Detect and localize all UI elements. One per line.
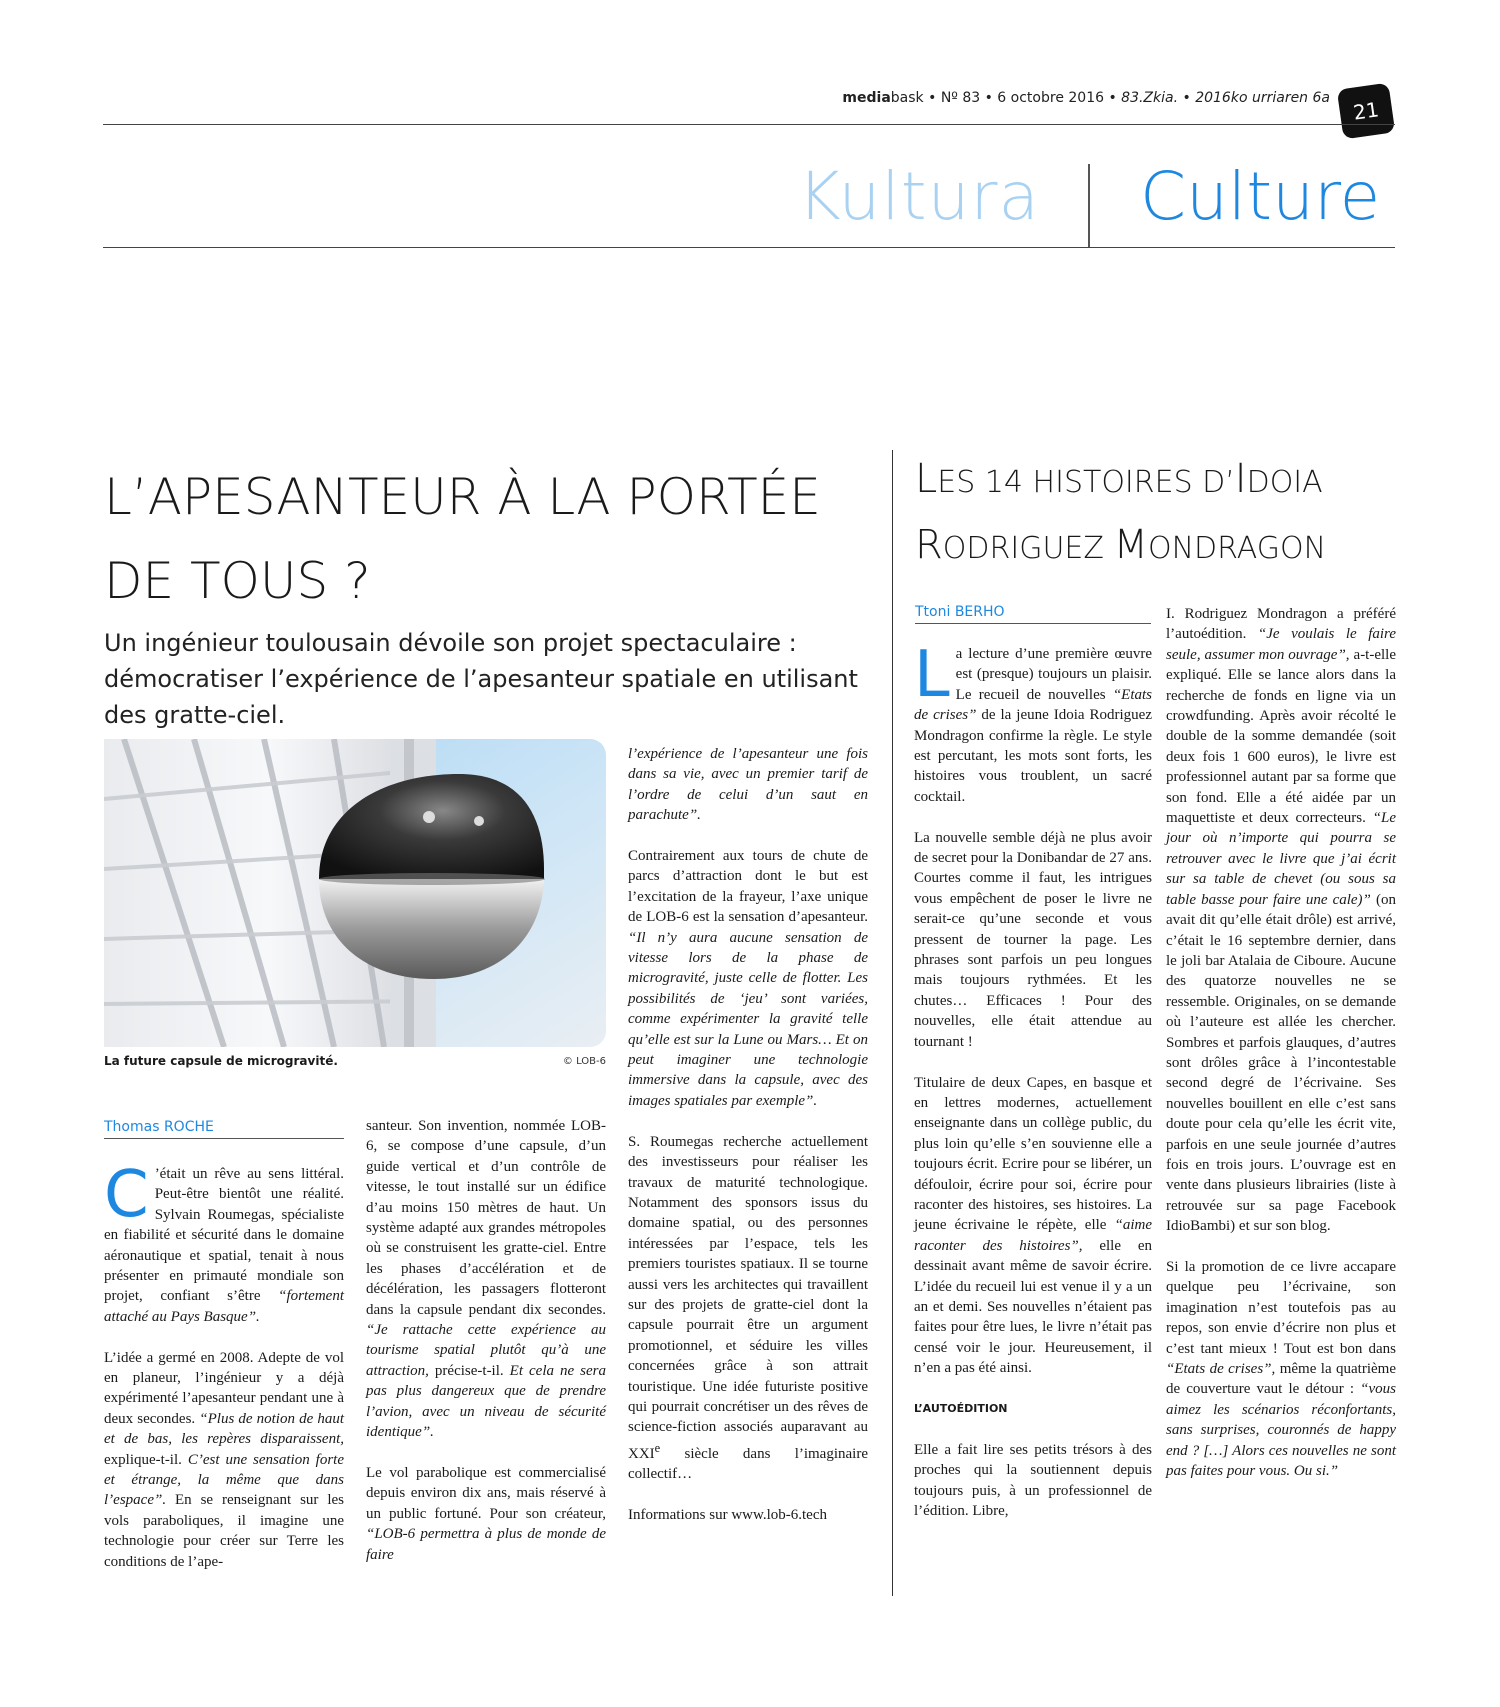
text: ODRIGUEZ	[942, 531, 1114, 566]
quote: “Je rattache cette expérience au tourisme spatial plutôt qu’à une attraction,	[366, 1322, 606, 1379]
text: Le vol parabolique est commercialisé depuis environ dix ans, mais réservé à un public fortuné. Pour son créateur,	[366, 1464, 606, 1522]
capsule-illustration	[104, 739, 606, 1047]
quote: “Le jour où n’importe qui pourra se retrouver avec le livre que j’ai écrit sur sa table de chevet (ou sous sa table basse pour faire une cale)”	[1166, 810, 1396, 908]
text: En se renseignant sur les vols paraboliques, il imagine une technologie pour créer sur Terre les conditions de l’ape-	[104, 1492, 344, 1570]
headline-line	[915, 448, 1395, 514]
header-rule	[103, 124, 1395, 125]
text: Contrairement aux tours de chute de parcs d’attraction dont le but est l’excitation de la frayeur, l’axe unique de LOB-6 est la sensation d’apesanteur.	[628, 848, 868, 926]
article2-column-1	[914, 638, 1152, 1542]
article1-column-3	[628, 744, 868, 1546]
issue-info-eu: 83.Zkia. • 2016ko urriaren 6a	[1121, 90, 1330, 106]
article1-byline: Thomas ROCHE	[104, 1119, 344, 1139]
paragraph	[366, 1116, 606, 1443]
text: (on avait dit qu’elle était drôle) est arrivé, c’était le 16 septembre dernier, dans le joli bar Atalaia de Ciboure. Aucune des quatorze nouvelles ne se ressemble. Originales, on se demande où l’auteure est allée les chercher. Sombres et parfois glauques, d’autres sont drôles grâce à l’incontestable second degré de l’écrivaine. Ses nouvelles bouillent en elle c’est sans doute pour cela qu’elle les écrit vite, parfois en une seule journée d’autres fois en trois jours. L’ouvrage est en vente dans plusieurs librairies (liste à retrouvée sur sa page Facebook IdioBambi) et sur son blog.	[1166, 891, 1396, 1235]
text: I	[1234, 456, 1247, 502]
text: même la quatrième de couverture vaut le détour :	[1166, 1361, 1396, 1398]
paragraph	[1166, 1257, 1396, 1481]
text: ’était un rêve au sens littéral. Peut-être bientôt une réalité. Sylvain Roumegas, spécialiste en fiabilité et sécurité dans le domaine aéronautique et spatial, tenait à nous présenter en primauté mondiale son projet, confiant s’être	[104, 1166, 344, 1305]
paragraph: La nouvelle semble déjà ne plus avoir de secret pour la Donibandar de 27 ans. Courtes comme il faut, les intrigues vous empêchent de poser le livre ne serait-ce qu’une seconde et vous pressent de tourner la page. Les phrases sont parfois un peu longues mais toujours rythmées. Et les chutes… Efficaces ! Pour des nouvelles, elle était attendue au tournant !	[914, 829, 1152, 1050]
text: Titulaire de deux Capes, en basque et en lettres modernes, actuellement enseignante dans un collège public, du plus loin qu’elle s’en souvienne elle a toujours écrit. Ecrire pour se libérer, un défouloir, écrire pour soi, écrire pour raconter des histoires, ses histoires. La jeune écrivaine le répète, elle	[914, 1074, 1152, 1234]
text: M	[1113, 522, 1148, 568]
article1-column-1	[104, 1158, 344, 1593]
section-title-basque: Kultura	[797, 158, 1040, 235]
quote: “Plus de notion de haut et de bas, les repères disparaissent,	[104, 1410, 344, 1448]
paragraph	[366, 1463, 606, 1565]
info-link-line: Informations sur www.lob-6.tech	[628, 1506, 827, 1523]
article2-headline	[915, 448, 1395, 580]
capsule-photo	[104, 739, 606, 1047]
brand-bask: bask	[890, 90, 924, 106]
text: Si la promotion de ce livre accapare quelque peu l’écrivaine, son imagination n’est toutefois pas au repos, son envie d’écrire non plus et c’est tant mieux ! Tout est bon dans	[1166, 1258, 1396, 1357]
folio-line	[0, 90, 1330, 106]
text: ES 14 HISTOIRES D’	[937, 465, 1235, 500]
text: santeur. Son invention, nommée LOB-6, se compose d’une capsule, d’un guide vertical et d’un contrôle de vitesse, le tout installé sur un édifice d’au moins 150 mètres de haut. Un système adapté aux grandes métropoles où se construisent les gratte-ciel. Entre les phases d’accélération et de décélération, les passagers flotteront dans la capsule pendant dix secondes.	[366, 1118, 606, 1318]
text: explique-t-il.	[104, 1451, 188, 1468]
photo-credit: © LOB-6	[562, 1056, 606, 1067]
headline-line	[915, 514, 1395, 580]
brand-media: media	[842, 90, 891, 106]
text: ONDRAGON	[1147, 531, 1327, 566]
quote: “LOB-6 permettra à plus de monde de faire	[366, 1526, 606, 1563]
text: L’idée a germé en 2008. Adepte de vol en planeur, l’ingénieur y a déjà expérimenté l’apesanteur pendant une à deux secondes.	[104, 1349, 344, 1427]
text: précise-t-il.	[428, 1362, 510, 1379]
drop-cap: C	[104, 1158, 149, 1232]
section-title-french: Culture	[1140, 158, 1381, 235]
section-rule	[103, 247, 1395, 248]
text: a lecture d’une première œuvre est (presque) toujours un plaisir. Le recueil de nouvelles	[955, 646, 1152, 703]
text: a-t-elle expliqué. Elle se lance alors dans la recherche de fonds en ligne via un crowdfunding. Après avoir récolté le double de la somme demandée (soit deux fois 1 600 euros), le livre est professionnel autant par sa forme que son fond. Elle a été aidée par un maquettiste et deux correcteurs.	[1166, 646, 1396, 827]
text: siècle dans l’imaginaire collectif…	[628, 1445, 868, 1483]
quote: Et cela ne sera pas plus dangereux que de prendre l’avion, avec un niveau de sécurité identique”.	[366, 1362, 607, 1441]
paragraph	[104, 1158, 344, 1327]
subheading: L’AUTOÉDITION	[914, 1401, 1008, 1415]
quote: “Etats de crises”,	[1166, 1361, 1276, 1378]
quote: “vous aimez les scénarios réconfortants, sans surprises, couronnés de happy end ? […] Alors ces nouvelles ne sont pas faites pour vous. Ou si.”	[1166, 1381, 1396, 1480]
quote: l’expérience de l’apesanteur une fois dans sa vie, avec un premier tarif de l’ordre de celui d’un saut en parachute”.	[628, 746, 868, 824]
article2-column-2	[1166, 604, 1396, 1502]
paragraph	[914, 1073, 1152, 1379]
article-divider	[892, 450, 893, 1596]
section-divider	[1088, 164, 1090, 248]
paragraph: Elle a fait lire ses petits trésors à des proches qui la soutiennent depuis toujours puis, à un professionnel de l’édition. Libre,	[914, 1441, 1152, 1519]
quote: “Je voulais le faire seule, assumer mon ouvrage”,	[1166, 626, 1396, 663]
paragraph	[628, 1132, 868, 1485]
photo-caption: La future capsule de microgravité.	[104, 1054, 338, 1068]
article1-column-2	[366, 1116, 606, 1585]
article1-headline: L’APESANTEUR À LA PORTÉE DE TOUS ?	[104, 468, 821, 610]
quote: “aime raconter des histoires”,	[914, 1217, 1152, 1254]
paragraph	[1166, 604, 1396, 1237]
paragraph	[628, 744, 868, 826]
text: elle en dessinait avant même de savoir écrire. L’idée du recueil lui est venue il y a un an et demi. Ses nouvelles n’étaient pas faites pour être lues, le livre n’était pas censé voir le jour. Heureusement, il n’en a pas été ainsi.	[914, 1237, 1152, 1377]
issue-info: • Nº 83 • 6 octobre 2016 •	[923, 90, 1122, 106]
text: L	[915, 456, 938, 502]
text: R	[915, 522, 943, 568]
quote: “fortement attaché au Pays Basque”.	[104, 1288, 344, 1325]
text: I. Rodriguez Mondragon a préféré l’autoédition.	[1166, 606, 1396, 643]
page-number-badge: 21	[1337, 83, 1395, 140]
quote: “Etats de crises”	[914, 686, 1152, 724]
paragraph	[104, 1348, 344, 1572]
drop-cap: L	[914, 638, 950, 712]
text: de la jeune Idoia Rodriguez Mondragon confirme la règle. Le style est percutant, les mots sont forts, les histoires vous troublent, un sacré cocktail.	[914, 707, 1152, 805]
paragraph	[628, 846, 868, 1111]
text: S. Roumegas recherche actuellement des investisseurs pour réaliser les travaux de maturité technologique. Notamment des sponsors issus du domaine spatial, ou des personnes intéressées par l’espace, tels les premiers touristes spatiaux. Il se tourne aussi vers les architectes qui travaillent sur des projets de gratte-ciel dont la capsule pourrait être un argument promotionnel, et séduire les villes concernées grâce à son attrait touristique. Une idée futuriste positive qui pourrait concrétiser un des rêves de science-fiction associés auparavant au XXI	[628, 1133, 868, 1462]
article1-deck: Un ingénieur toulousain dévoile son projet spectaculaire : démocratiser l’expérience de l’apesanteur spatiale en utilisant des gratte-ciel.	[104, 629, 858, 729]
text: DOIA	[1246, 465, 1323, 500]
quote: “Il n’y aura aucune sensation de vitesse lors de la phase de microgravité, juste celle de flotter. Les possibilités de ‘jeu’ sont variées, comme expérimenter la gravité telle qu’elle est sur la Lune ou Mars… Et on peut imaginer une technologie immersive dans la capsule, avec des images spatiales par exemple”.	[628, 929, 868, 1109]
article2-byline: Ttoni BERHO	[915, 604, 1151, 624]
quote: C’est une sensation forte et étrange, la même que dans l’espace”.	[104, 1451, 344, 1509]
paragraph	[914, 638, 1152, 807]
superscript: e	[654, 1440, 661, 1455]
